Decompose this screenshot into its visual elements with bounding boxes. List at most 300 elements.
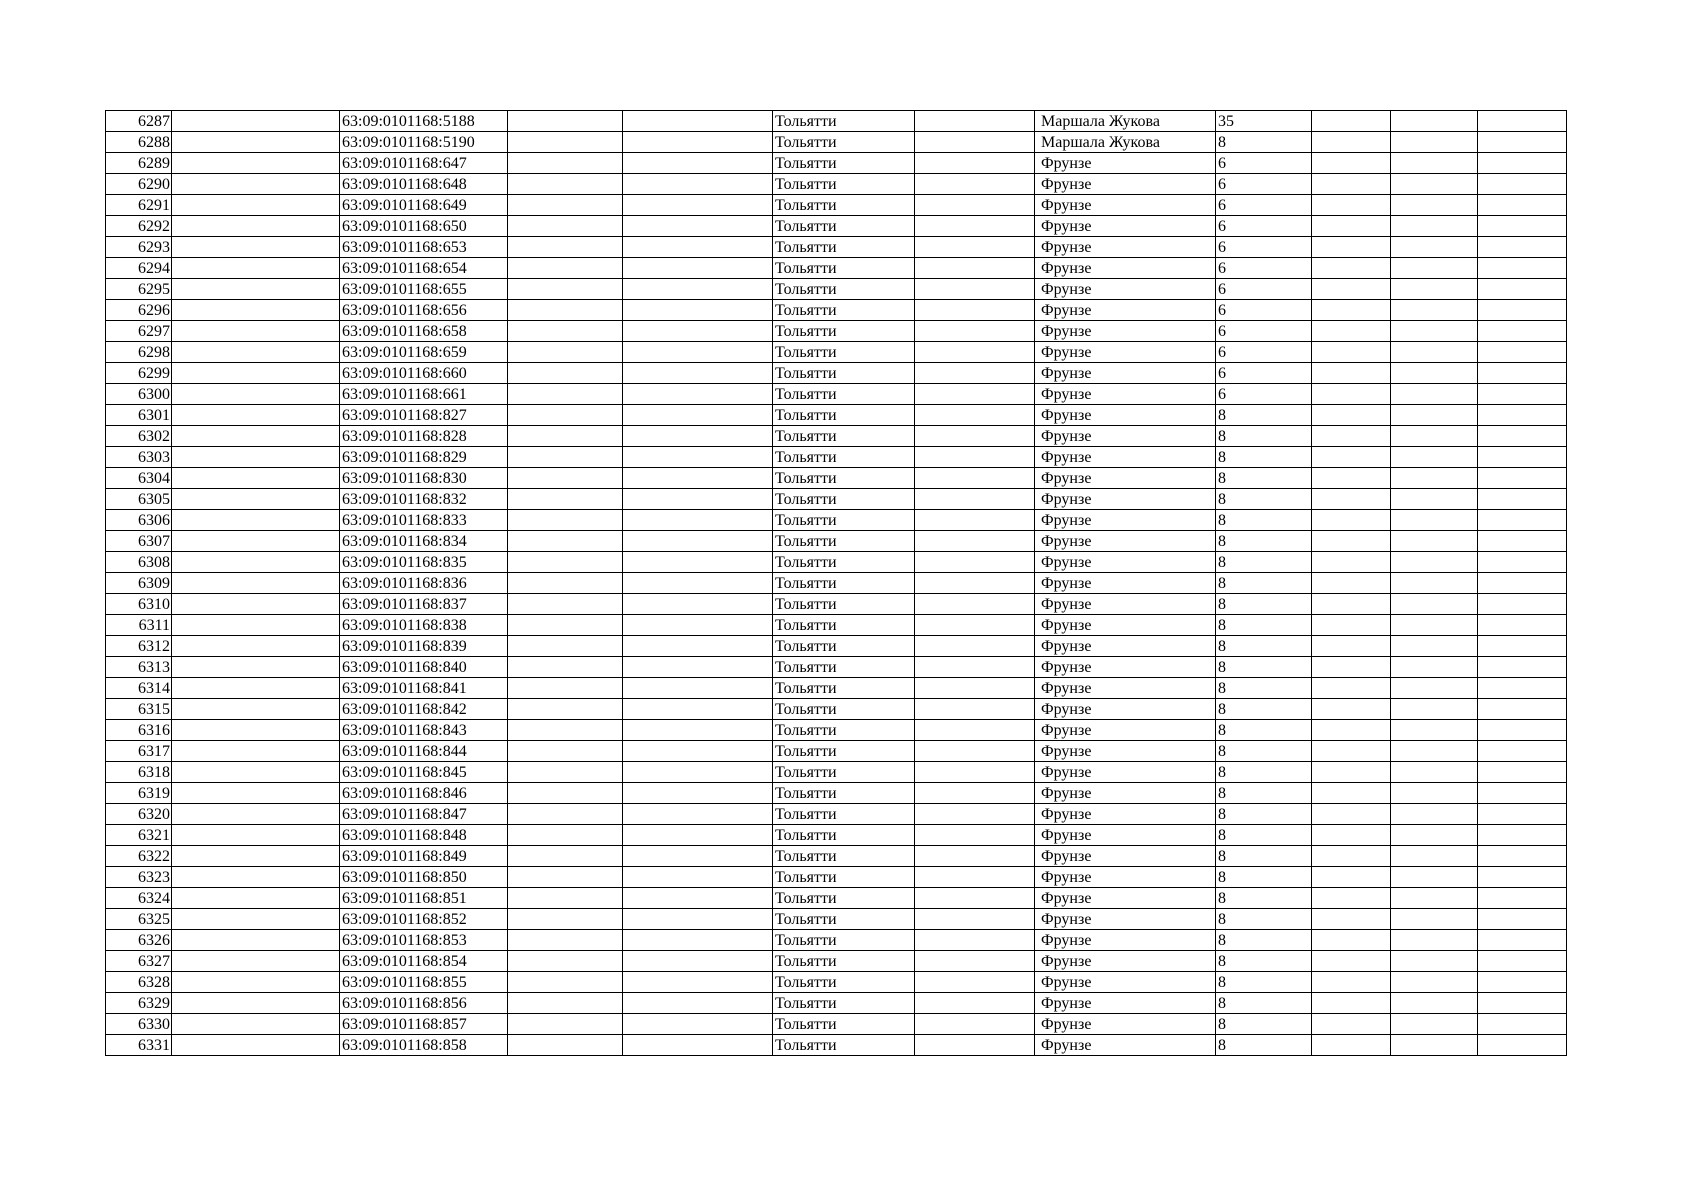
cadastral-number-cell: 63:09:0101168:850: [340, 867, 508, 888]
row-number-cell: 6302: [106, 426, 172, 447]
empty-cell: [1478, 426, 1567, 447]
city-cell: Тольятти: [773, 237, 915, 258]
city-cell: Тольятти: [773, 804, 915, 825]
city-cell: Тольятти: [773, 258, 915, 279]
empty-cell: [508, 468, 623, 489]
empty-cell: [915, 258, 1035, 279]
empty-cell: [623, 993, 773, 1014]
cadastral-number-cell: 63:09:0101168:834: [340, 531, 508, 552]
empty-cell: [1478, 405, 1567, 426]
empty-cell: [508, 216, 623, 237]
row-number-cell: 6322: [106, 846, 172, 867]
table-row: [106, 804, 1567, 825]
city-cell: Тольятти: [773, 300, 915, 321]
street-cell: Фрунзе: [1035, 552, 1216, 573]
cadastral-number-cell: 63:09:0101168:848: [340, 825, 508, 846]
empty-cell: [1478, 720, 1567, 741]
empty-cell: [1312, 741, 1391, 762]
empty-cell: [1312, 342, 1391, 363]
house-number-cell: 6: [1216, 300, 1312, 321]
row-number-cell: 6289: [106, 153, 172, 174]
city-cell: Тольятти: [773, 195, 915, 216]
cadastral-number-cell: 63:09:0101168:851: [340, 888, 508, 909]
empty-cell: [172, 783, 340, 804]
empty-cell: [172, 510, 340, 531]
empty-cell: [623, 678, 773, 699]
table-row: [106, 678, 1567, 699]
empty-cell: [172, 153, 340, 174]
empty-cell: [1391, 321, 1478, 342]
table-row: [106, 111, 1567, 132]
row-number-cell: 6297: [106, 321, 172, 342]
house-number-cell: 8: [1216, 825, 1312, 846]
empty-cell: [915, 342, 1035, 363]
street-cell: Фрунзе: [1035, 804, 1216, 825]
empty-cell: [623, 531, 773, 552]
table-row: [106, 762, 1567, 783]
street-cell: Фрунзе: [1035, 531, 1216, 552]
house-number-cell: 8: [1216, 720, 1312, 741]
table-row: [106, 888, 1567, 909]
cadastral-number-cell: 63:09:0101168:857: [340, 1014, 508, 1035]
table-row: [106, 300, 1567, 321]
empty-cell: [915, 426, 1035, 447]
table-row: [106, 132, 1567, 153]
empty-cell: [1391, 384, 1478, 405]
table-row: [106, 1014, 1567, 1035]
cadastral-number-cell: 63:09:0101168:650: [340, 216, 508, 237]
empty-cell: [1312, 783, 1391, 804]
street-cell: Фрунзе: [1035, 153, 1216, 174]
empty-cell: [915, 489, 1035, 510]
row-number-cell: 6316: [106, 720, 172, 741]
house-number-cell: 6: [1216, 258, 1312, 279]
house-number-cell: 8: [1216, 972, 1312, 993]
empty-cell: [1312, 216, 1391, 237]
empty-cell: [172, 552, 340, 573]
empty-cell: [172, 300, 340, 321]
city-cell: Тольятти: [773, 741, 915, 762]
house-number-cell: 8: [1216, 1014, 1312, 1035]
empty-cell: [172, 930, 340, 951]
house-number-cell: 8: [1216, 426, 1312, 447]
empty-cell: [1391, 993, 1478, 1014]
cadastral-number-cell: 63:09:0101168:653: [340, 237, 508, 258]
empty-cell: [1478, 321, 1567, 342]
row-number-cell: 6288: [106, 132, 172, 153]
empty-cell: [172, 384, 340, 405]
empty-cell: [623, 489, 773, 510]
empty-cell: [1391, 930, 1478, 951]
row-number-cell: 6300: [106, 384, 172, 405]
table-row: [106, 510, 1567, 531]
house-number-cell: 6: [1216, 342, 1312, 363]
table-row: [106, 447, 1567, 468]
empty-cell: [1478, 300, 1567, 321]
table-row: [106, 657, 1567, 678]
row-number-cell: 6315: [106, 699, 172, 720]
empty-cell: [508, 888, 623, 909]
empty-cell: [172, 195, 340, 216]
empty-cell: [508, 237, 623, 258]
empty-cell: [1478, 972, 1567, 993]
city-cell: Тольятти: [773, 573, 915, 594]
empty-cell: [623, 468, 773, 489]
empty-cell: [1478, 195, 1567, 216]
house-number-cell: 8: [1216, 447, 1312, 468]
cadastral-number-cell: 63:09:0101168:837: [340, 594, 508, 615]
empty-cell: [508, 1035, 623, 1056]
empty-cell: [1312, 657, 1391, 678]
empty-cell: [1478, 825, 1567, 846]
empty-cell: [1478, 909, 1567, 930]
street-cell: Фрунзе: [1035, 741, 1216, 762]
street-cell: Маршала Жукова: [1035, 132, 1216, 153]
empty-cell: [508, 594, 623, 615]
empty-cell: [1391, 594, 1478, 615]
empty-cell: [1478, 762, 1567, 783]
table-row: [106, 699, 1567, 720]
empty-cell: [1391, 132, 1478, 153]
empty-cell: [623, 237, 773, 258]
empty-cell: [172, 132, 340, 153]
empty-cell: [915, 783, 1035, 804]
street-cell: Фрунзе: [1035, 846, 1216, 867]
empty-cell: [1478, 594, 1567, 615]
street-cell: Фрунзе: [1035, 783, 1216, 804]
street-cell: Фрунзе: [1035, 342, 1216, 363]
empty-cell: [508, 657, 623, 678]
empty-cell: [172, 846, 340, 867]
cadastral-number-cell: 63:09:0101168:841: [340, 678, 508, 699]
empty-cell: [1312, 468, 1391, 489]
empty-cell: [623, 405, 773, 426]
city-cell: Тольятти: [773, 594, 915, 615]
street-cell: Фрунзе: [1035, 972, 1216, 993]
street-cell: Фрунзе: [1035, 594, 1216, 615]
empty-cell: [1478, 867, 1567, 888]
table-row: [106, 720, 1567, 741]
street-cell: Фрунзе: [1035, 657, 1216, 678]
street-cell: Фрунзе: [1035, 510, 1216, 531]
city-cell: Тольятти: [773, 930, 915, 951]
empty-cell: [1391, 762, 1478, 783]
table-row: [106, 258, 1567, 279]
row-number-cell: 6331: [106, 1035, 172, 1056]
empty-cell: [623, 552, 773, 573]
empty-cell: [1312, 258, 1391, 279]
empty-cell: [1312, 510, 1391, 531]
empty-cell: [1312, 1014, 1391, 1035]
city-cell: Тольятти: [773, 867, 915, 888]
city-cell: Тольятти: [773, 342, 915, 363]
cadastral-number-cell: 63:09:0101168:849: [340, 846, 508, 867]
empty-cell: [623, 951, 773, 972]
house-number-cell: 35: [1216, 111, 1312, 132]
empty-cell: [1312, 279, 1391, 300]
empty-cell: [508, 279, 623, 300]
street-cell: Фрунзе: [1035, 1014, 1216, 1035]
empty-cell: [1391, 342, 1478, 363]
empty-cell: [172, 762, 340, 783]
empty-cell: [915, 678, 1035, 699]
cadastral-number-cell: 63:09:0101168:647: [340, 153, 508, 174]
empty-cell: [623, 972, 773, 993]
cadastral-number-cell: 63:09:0101168:649: [340, 195, 508, 216]
empty-cell: [508, 573, 623, 594]
empty-cell: [172, 363, 340, 384]
cadastral-number-cell: 63:09:0101168:838: [340, 615, 508, 636]
empty-cell: [172, 111, 340, 132]
house-number-cell: 8: [1216, 636, 1312, 657]
house-number-cell: 6: [1216, 216, 1312, 237]
row-number-cell: 6317: [106, 741, 172, 762]
row-number-cell: 6330: [106, 1014, 172, 1035]
empty-cell: [508, 678, 623, 699]
row-number-cell: 6292: [106, 216, 172, 237]
empty-cell: [1312, 132, 1391, 153]
empty-cell: [623, 615, 773, 636]
empty-cell: [1391, 174, 1478, 195]
empty-cell: [1312, 237, 1391, 258]
empty-cell: [172, 720, 340, 741]
empty-cell: [1391, 657, 1478, 678]
empty-cell: [915, 909, 1035, 930]
house-number-cell: 6: [1216, 195, 1312, 216]
city-cell: Тольятти: [773, 552, 915, 573]
empty-cell: [508, 636, 623, 657]
empty-cell: [623, 384, 773, 405]
empty-cell: [623, 636, 773, 657]
city-cell: Тольятти: [773, 636, 915, 657]
table-row: [106, 783, 1567, 804]
street-cell: Фрунзе: [1035, 993, 1216, 1014]
street-cell: Фрунзе: [1035, 762, 1216, 783]
house-number-cell: 8: [1216, 783, 1312, 804]
empty-cell: [1312, 804, 1391, 825]
empty-cell: [1312, 363, 1391, 384]
street-cell: Фрунзе: [1035, 573, 1216, 594]
empty-cell: [172, 594, 340, 615]
empty-cell: [1312, 825, 1391, 846]
empty-cell: [1391, 510, 1478, 531]
row-number-cell: 6313: [106, 657, 172, 678]
house-number-cell: 8: [1216, 909, 1312, 930]
row-number-cell: 6305: [106, 489, 172, 510]
street-cell: Фрунзе: [1035, 426, 1216, 447]
empty-cell: [1312, 447, 1391, 468]
row-number-cell: 6309: [106, 573, 172, 594]
empty-cell: [1391, 804, 1478, 825]
empty-cell: [915, 531, 1035, 552]
city-cell: Тольятти: [773, 678, 915, 699]
empty-cell: [172, 951, 340, 972]
empty-cell: [1478, 363, 1567, 384]
empty-cell: [1312, 195, 1391, 216]
empty-cell: [1391, 888, 1478, 909]
city-cell: Тольятти: [773, 132, 915, 153]
cadastral-number-cell: 63:09:0101168:655: [340, 279, 508, 300]
empty-cell: [1312, 699, 1391, 720]
city-cell: Тольятти: [773, 1035, 915, 1056]
empty-cell: [915, 405, 1035, 426]
empty-cell: [915, 1014, 1035, 1035]
cadastral-number-cell: 63:09:0101168:827: [340, 405, 508, 426]
cadastral-number-cell: 63:09:0101168:5188: [340, 111, 508, 132]
empty-cell: [508, 510, 623, 531]
empty-cell: [915, 741, 1035, 762]
house-number-cell: 8: [1216, 930, 1312, 951]
empty-cell: [508, 300, 623, 321]
city-cell: Тольятти: [773, 909, 915, 930]
cadastral-number-cell: 63:09:0101168:845: [340, 762, 508, 783]
empty-cell: [508, 909, 623, 930]
house-number-cell: 8: [1216, 741, 1312, 762]
table-row: [106, 951, 1567, 972]
row-number-cell: 6310: [106, 594, 172, 615]
empty-cell: [508, 258, 623, 279]
empty-cell: [915, 321, 1035, 342]
empty-cell: [1391, 552, 1478, 573]
empty-cell: [508, 174, 623, 195]
street-cell: Маршала Жукова: [1035, 111, 1216, 132]
empty-cell: [508, 552, 623, 573]
empty-cell: [1312, 552, 1391, 573]
house-number-cell: 8: [1216, 468, 1312, 489]
empty-cell: [1478, 552, 1567, 573]
empty-cell: [508, 153, 623, 174]
cadastral-number-cell: 63:09:0101168:835: [340, 552, 508, 573]
empty-cell: [623, 699, 773, 720]
empty-cell: [1478, 888, 1567, 909]
empty-cell: [1391, 237, 1478, 258]
empty-cell: [1478, 615, 1567, 636]
row-number-cell: 6320: [106, 804, 172, 825]
empty-cell: [915, 132, 1035, 153]
empty-cell: [915, 447, 1035, 468]
empty-cell: [508, 384, 623, 405]
empty-cell: [1312, 153, 1391, 174]
empty-cell: [508, 405, 623, 426]
empty-cell: [915, 846, 1035, 867]
empty-cell: [915, 594, 1035, 615]
row-number-cell: 6325: [106, 909, 172, 930]
table-row: [106, 909, 1567, 930]
empty-cell: [623, 1014, 773, 1035]
empty-cell: [508, 762, 623, 783]
empty-cell: [1312, 636, 1391, 657]
empty-cell: [172, 804, 340, 825]
empty-cell: [623, 447, 773, 468]
empty-cell: [508, 741, 623, 762]
empty-cell: [623, 867, 773, 888]
empty-cell: [623, 720, 773, 741]
table-row: [106, 468, 1567, 489]
empty-cell: [172, 615, 340, 636]
empty-cell: [1312, 972, 1391, 993]
empty-cell: [623, 783, 773, 804]
empty-cell: [915, 573, 1035, 594]
table-row: [106, 867, 1567, 888]
cadastral-number-cell: 63:09:0101168:856: [340, 993, 508, 1014]
cadastral-number-cell: 63:09:0101168:828: [340, 426, 508, 447]
city-cell: Тольятти: [773, 615, 915, 636]
empty-cell: [1478, 111, 1567, 132]
house-number-cell: 8: [1216, 615, 1312, 636]
street-cell: Фрунзе: [1035, 930, 1216, 951]
street-cell: Фрунзе: [1035, 1035, 1216, 1056]
cadastral-number-cell: 63:09:0101168:843: [340, 720, 508, 741]
empty-cell: [1391, 783, 1478, 804]
empty-cell: [172, 888, 340, 909]
street-cell: Фрунзе: [1035, 909, 1216, 930]
row-number-cell: 6296: [106, 300, 172, 321]
house-number-cell: 8: [1216, 573, 1312, 594]
empty-cell: [508, 342, 623, 363]
city-cell: Тольятти: [773, 216, 915, 237]
empty-cell: [1391, 678, 1478, 699]
empty-cell: [172, 279, 340, 300]
city-cell: Тольятти: [773, 657, 915, 678]
empty-cell: [915, 615, 1035, 636]
row-number-cell: 6319: [106, 783, 172, 804]
street-cell: Фрунзе: [1035, 699, 1216, 720]
cadastral-number-cell: 63:09:0101168:832: [340, 489, 508, 510]
street-cell: Фрунзе: [1035, 363, 1216, 384]
empty-cell: [1391, 489, 1478, 510]
empty-cell: [1391, 405, 1478, 426]
cadastral-number-cell: 63:09:0101168:836: [340, 573, 508, 594]
empty-cell: [915, 1035, 1035, 1056]
empty-cell: [508, 489, 623, 510]
empty-cell: [172, 258, 340, 279]
empty-cell: [1478, 699, 1567, 720]
empty-cell: [1391, 741, 1478, 762]
empty-cell: [623, 363, 773, 384]
house-number-cell: 8: [1216, 993, 1312, 1014]
house-number-cell: 8: [1216, 594, 1312, 615]
city-cell: Тольятти: [773, 762, 915, 783]
empty-cell: [1391, 1014, 1478, 1035]
empty-cell: [1478, 384, 1567, 405]
empty-cell: [915, 174, 1035, 195]
city-cell: Тольятти: [773, 531, 915, 552]
empty-cell: [172, 237, 340, 258]
house-number-cell: 8: [1216, 405, 1312, 426]
cadastral-number-cell: 63:09:0101168:5190: [340, 132, 508, 153]
cadastral-number-cell: 63:09:0101168:839: [340, 636, 508, 657]
empty-cell: [1391, 636, 1478, 657]
street-cell: Фрунзе: [1035, 636, 1216, 657]
empty-cell: [915, 972, 1035, 993]
cadastral-number-cell: 63:09:0101168:648: [340, 174, 508, 195]
empty-cell: [915, 111, 1035, 132]
empty-cell: [623, 741, 773, 762]
empty-cell: [623, 258, 773, 279]
empty-cell: [508, 615, 623, 636]
empty-cell: [1478, 153, 1567, 174]
row-number-cell: 6323: [106, 867, 172, 888]
empty-cell: [1478, 993, 1567, 1014]
empty-cell: [172, 1014, 340, 1035]
house-number-cell: 8: [1216, 846, 1312, 867]
empty-cell: [915, 153, 1035, 174]
street-cell: Фрунзе: [1035, 237, 1216, 258]
row-number-cell: 6329: [106, 993, 172, 1014]
cadastral-number-cell: 63:09:0101168:855: [340, 972, 508, 993]
row-number-cell: 6291: [106, 195, 172, 216]
table-row: [106, 405, 1567, 426]
